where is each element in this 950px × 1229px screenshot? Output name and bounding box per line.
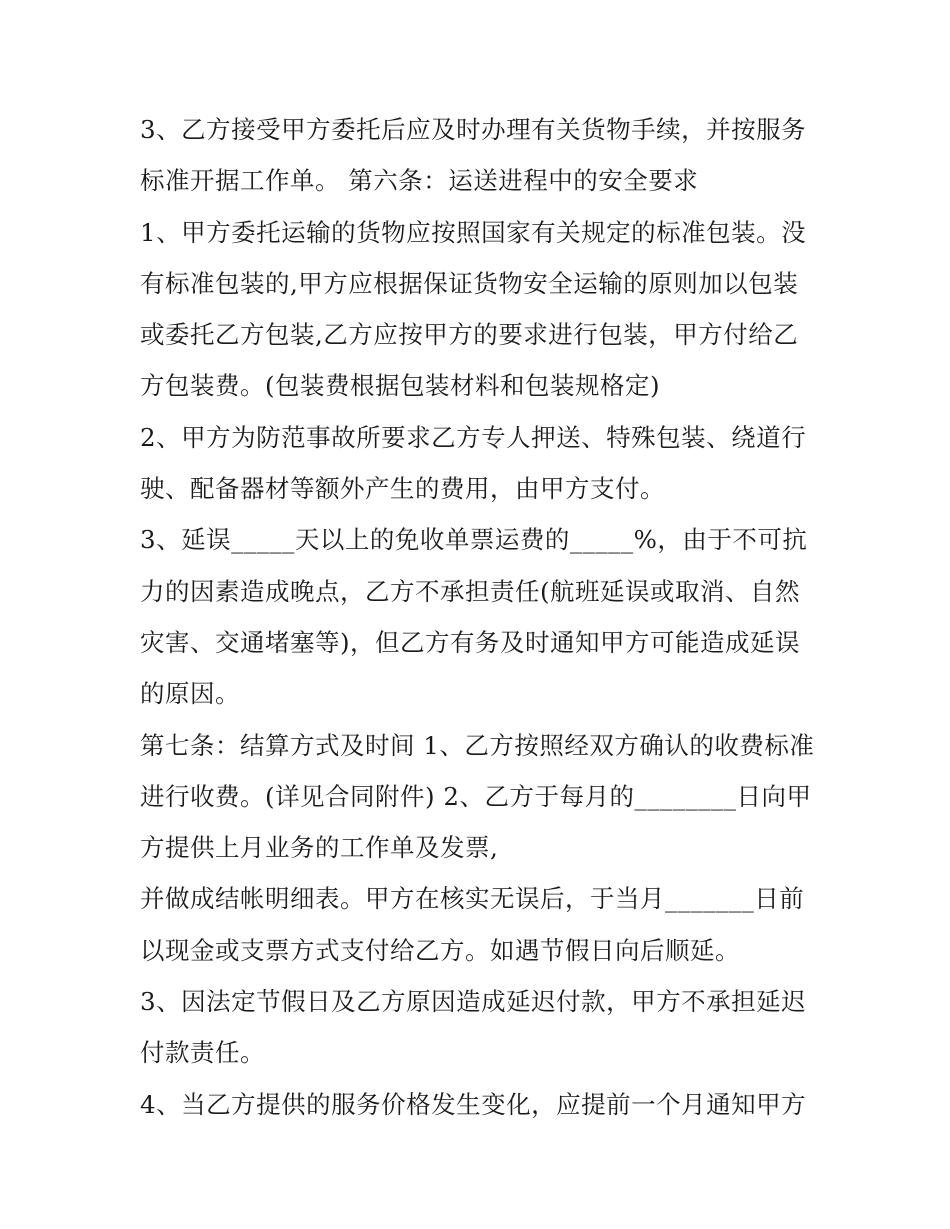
text-line: 驶、配备器材等额外产生的费用，由甲方支付。	[140, 474, 665, 504]
text-line: 付款责任。	[140, 1038, 265, 1068]
text-line: 第七条：结算方式及时间 1、乙方按照经双方确认的收费标准	[140, 730, 815, 760]
text-line: 灾害、交通堵塞等)，但乙方有务及时通知甲方可能造成延误	[140, 627, 801, 657]
text-line: 4、当乙方提供的服务价格发生变化，应提前一个月通知甲方	[140, 1089, 807, 1119]
text-line: 力的因素造成晚点，乙方不承担责任(航班延误或取消、自然	[140, 576, 801, 606]
text-line: 的原因。	[140, 679, 240, 709]
text-line: 或委托乙方包装,乙方应按甲方的要求进行包装，甲方付给乙	[140, 320, 799, 350]
text-line: 3、因法定节假日及乙方原因造成延迟付款，甲方不承担延迟	[140, 987, 807, 1017]
text-line: 方包装费。(包装费根据包装材料和包装规格定)	[140, 371, 661, 401]
text-line: 2、甲方为防范事故所要求乙方专人押送、特殊包装、绕道行	[140, 422, 807, 452]
text-line: 有标准包装的,甲方应根据保证货物安全运输的原则加以包装	[140, 268, 799, 298]
text-line: 方提供上月业务的工作单及发票,	[140, 833, 499, 863]
text-line: 3、乙方接受甲方委托后应及时办理有关货物手续，并按服务	[140, 115, 807, 144]
text-line: 3、延误_____天以上的免收单票运费的_____%，由于不可抗	[140, 525, 808, 555]
text-line: 以现金或支票方式支付给乙方。如遇节假日向后顺延。	[140, 935, 740, 965]
text-line: 进行收费。(详见合同附件) 2、乙方于每月的________日向甲	[140, 781, 812, 811]
text-line: 并做成结帐明细表。甲方在核实无误后，于当月_______日前	[140, 884, 805, 914]
text-line: 1、甲方委托运输的货物应按照国家有关规定的标准包装。没	[140, 217, 807, 247]
text-line: 标准开据工作单。 第六条：运送进程中的安全要求	[140, 166, 699, 196]
contract-body-text	[140, 104, 815, 1130]
